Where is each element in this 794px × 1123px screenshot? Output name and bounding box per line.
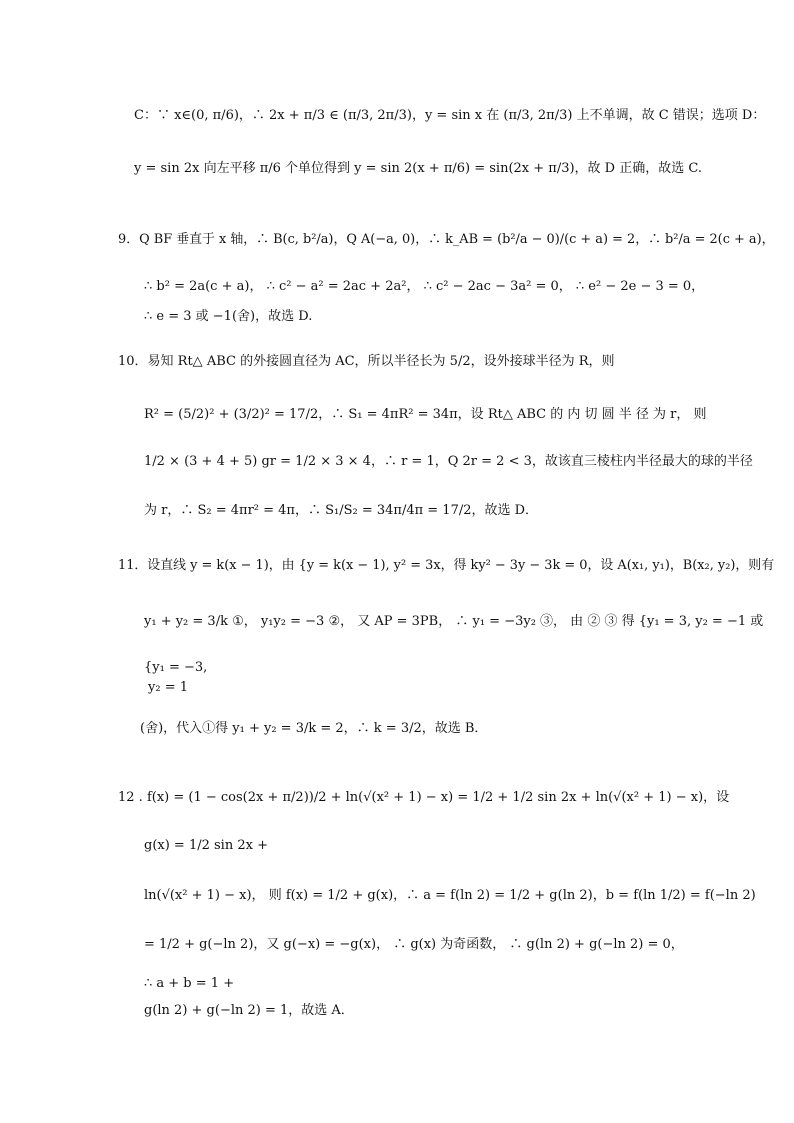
solution-line-10a: 10．易知 Rt△ ABC 的外接圆直径为 AC，所以半径长为 5/2，设外接球半径为 R，则 xyxy=(118,354,615,369)
solution-line-8c: C：∵ x∈(0, π/6)，∴ 2x + π/3 ∈ (π/3, 2π/3)，y = sin x 在 (π/3, 2π/3) 上不单调，故 C 错误；选项 D： xyxy=(134,108,766,123)
solution-line-12d: = 1/2 + g(−ln 2)，又 g(−x) = −g(x)， ∴ g(x) 为奇函数， ∴ g(ln 2) + g(−ln 2) = 0， xyxy=(144,937,684,952)
solution-line-12b: g(x) = 1/2 sin 2x + xyxy=(144,838,268,853)
solution-line-11a: 11．设直线 y = k(x − 1)，由 {y = k(x − 1), y² = 3x，得 ky² − 3y − 3k = 0，设 A(x₁, y₁)，B(x₂, y₂)，则有 xyxy=(118,558,775,573)
solution-line-11d: y₂ = 1 xyxy=(148,680,188,695)
solution-line-10c: 1/2 × (3 + 4 + 5) gr = 1/2 × 3 × 4，∴ r = 1，Q 2r = 2 < 3，故该直三棱柱内半径最大的球的半径 xyxy=(144,454,753,469)
solution-line-9c: ∴ e = 3 或 −1(舍)，故选 D. xyxy=(144,309,313,324)
solution-line-10b: R² = (5/2)² + (3/2)² = 17/2，∴ S₁ = 4πR² = 34π，设 Rt△ ABC 的 内 切 圆 半 径 为 r， 则 xyxy=(144,407,707,422)
solution-line-12f: g(ln 2) + g(−ln 2) = 1，故选 A． xyxy=(144,1003,354,1018)
solution-line-9a: 9．Q BF 垂直于 x 轴，∴ B(c, b²/a)，Q A(−a, 0)，∴ k_AB = (b²/a − 0)/(c + a) = 2，∴ b²/a = 2(c + a)， xyxy=(118,232,775,247)
solution-line-11c: {y₁ = −3, xyxy=(144,660,208,675)
solution-line-9b: ∴ b² = 2a(c + a)， ∴ c² − a² = 2ac + 2a²， ∴ c² − 2ac − 3a² = 0， ∴ e² − 2e − 3 = 0， xyxy=(144,279,705,294)
solution-line-10d: 为 r，∴ S₂ = 4πr² = 4π，∴ S₁/S₂ = 34π/4π = 17/2，故选 D． xyxy=(144,503,539,518)
solution-line-12c: ln(√(x² + 1) − x)， 则 f(x) = 1/2 + g(x)，∴ a = f(ln 2) = 1/2 + g(ln 2)，b = f(ln 1/2) = f(−ln 2) xyxy=(144,888,756,903)
solution-line-12a: 12 . f(x) = (1 − cos(2x + π/2))/2 + ln(√(x² + 1) − x) = 1/2 + 1/2 sin 2x + ln(√(x² + 1) − x)，设 xyxy=(118,790,730,805)
solution-line-8d: y = sin 2x 向左平移 π/6 个单位得到 y = sin 2(x + π/6) = sin(2x + π/3)，故 D 正确，故选 C. xyxy=(134,161,702,176)
solution-line-11b: y₁ + y₂ = 3/k ①， y₁y₂ = −3 ②， 又 AP = 3PB， ∴ y₁ = −3y₂ ③， 由 ② ③ 得 {y₁ = 3, y₂ = −1 或 xyxy=(144,614,764,629)
solution-line-11e: (舍)，代入①得 y₁ + y₂ = 3/k = 2，∴ k = 3/2，故选 B． xyxy=(140,721,488,736)
solution-line-12e: ∴ a + b = 1 + xyxy=(144,976,235,991)
